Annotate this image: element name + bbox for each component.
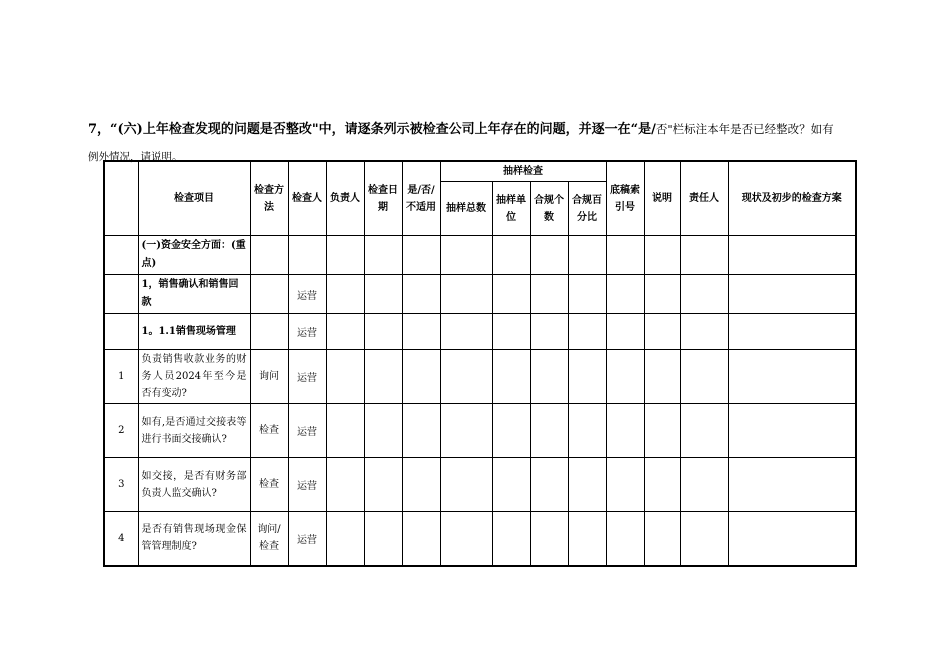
header-note: 说明: [644, 161, 680, 236]
empty-cell: [364, 404, 402, 458]
header-plan: 现状及初步的检查方案: [728, 161, 856, 236]
empty-cell: [728, 275, 856, 314]
empty-cell: [644, 275, 680, 314]
empty-cell: [644, 512, 680, 566]
empty-cell: [440, 314, 492, 350]
row-item: 如交接，是否有财务部负责人监交确认?: [138, 458, 250, 512]
header-compliant-pct: 合规百分比: [568, 182, 606, 236]
row-item: 负责销售收款业务的财务人员2024年至今是否有变动?: [138, 350, 250, 404]
empty-cell: [364, 236, 402, 275]
empty-cell: [402, 458, 440, 512]
empty-cell: [492, 350, 530, 404]
table-row: [104, 458, 856, 512]
row-number: 1: [104, 350, 138, 404]
empty-cell: [606, 350, 644, 404]
row-item: 1，销售确认和销售回款: [138, 275, 250, 314]
empty-cell: [326, 404, 364, 458]
empty-cell: [364, 350, 402, 404]
empty-cell: [644, 458, 680, 512]
row-method: [250, 314, 288, 350]
empty-cell: [492, 404, 530, 458]
empty-cell: [402, 236, 440, 275]
table-row: [104, 314, 856, 350]
empty-cell: [326, 236, 364, 275]
empty-cell: [530, 350, 568, 404]
empty-cell: [680, 314, 728, 350]
empty-cell: [530, 314, 568, 350]
empty-cell: [402, 350, 440, 404]
header-yesno: 是/否/不适用: [402, 161, 440, 236]
empty-cell: [364, 458, 402, 512]
header-sampling: 抽样检查: [440, 161, 606, 182]
empty-cell: [644, 350, 680, 404]
table-row: [104, 236, 856, 275]
empty-cell: [530, 404, 568, 458]
row-method: 检查: [250, 404, 288, 458]
empty-cell: [606, 458, 644, 512]
empty-cell: [644, 314, 680, 350]
row-item: 如有,是否通过交接表等进行书面交接确认?: [138, 404, 250, 458]
instruction-rest: 否"栏标注本年是否已经整改？如有: [655, 122, 834, 136]
empty-cell: [568, 404, 606, 458]
table-body: [104, 236, 856, 566]
empty-cell: [326, 350, 364, 404]
header-method: 检查方法: [250, 161, 288, 236]
header-inspector: 检查人: [288, 161, 326, 236]
empty-cell: [568, 512, 606, 566]
empty-cell: [440, 458, 492, 512]
row-item: 是否有销售现场现金保管管理制度?: [138, 512, 250, 566]
empty-cell: [492, 236, 530, 275]
inspection-table: [103, 160, 857, 567]
row-number: [104, 314, 138, 350]
header-item: 检查项目: [138, 161, 250, 236]
empty-cell: [680, 512, 728, 566]
instruction-lead: 7，“(六)上年检查发现的问题是否整改"中，请逐条列示被检查公司上年存在的问题，并逐一在“是/: [88, 122, 656, 137]
header-owner: 负责人: [326, 161, 364, 236]
instruction-line2: 例外情况，请说明。: [88, 151, 183, 163]
row-method: [250, 236, 288, 275]
empty-cell: [326, 275, 364, 314]
empty-cell: [492, 512, 530, 566]
empty-cell: [728, 404, 856, 458]
table-row: [104, 350, 856, 404]
empty-cell: [492, 314, 530, 350]
row-number: 2: [104, 404, 138, 458]
empty-cell: [568, 350, 606, 404]
empty-cell: [440, 275, 492, 314]
row-inspector: 运营: [288, 404, 326, 458]
empty-cell: [402, 512, 440, 566]
empty-cell: [680, 350, 728, 404]
empty-cell: [364, 512, 402, 566]
empty-cell: [492, 275, 530, 314]
empty-cell: [680, 404, 728, 458]
empty-cell: [440, 236, 492, 275]
row-inspector: [288, 236, 326, 275]
row-item: 1。1.1销售现场管理: [138, 314, 250, 350]
empty-cell: [402, 404, 440, 458]
empty-cell: [606, 275, 644, 314]
empty-cell: [364, 275, 402, 314]
empty-cell: [530, 275, 568, 314]
empty-cell: [728, 314, 856, 350]
row-item: (一)资金安全方面：(重点): [138, 236, 250, 275]
empty-cell: [530, 236, 568, 275]
header-sample-total: 抽样总数: [440, 182, 492, 236]
empty-cell: [440, 512, 492, 566]
row-inspector: 运营: [288, 350, 326, 404]
empty-cell: [568, 236, 606, 275]
empty-cell: [402, 275, 440, 314]
empty-cell: [530, 512, 568, 566]
empty-cell: [728, 512, 856, 566]
empty-cell: [326, 314, 364, 350]
header-date: 检查日期: [364, 161, 402, 236]
empty-cell: [440, 404, 492, 458]
row-method: 检查: [250, 458, 288, 512]
empty-cell: [530, 458, 568, 512]
empty-cell: [326, 512, 364, 566]
row-number: 3: [104, 458, 138, 512]
row-number: [104, 275, 138, 314]
row-inspector: 运营: [288, 512, 326, 566]
empty-cell: [728, 236, 856, 275]
row-inspector: 运营: [288, 275, 326, 314]
row-number: 4: [104, 512, 138, 566]
empty-cell: [680, 275, 728, 314]
empty-cell: [326, 458, 364, 512]
empty-cell: [680, 458, 728, 512]
empty-cell: [728, 350, 856, 404]
empty-cell: [568, 314, 606, 350]
row-number: [104, 236, 138, 275]
header-compliant-count: 合规个数: [530, 182, 568, 236]
row-method: [250, 275, 288, 314]
header-num: [104, 161, 138, 236]
row-inspector: 运营: [288, 314, 326, 350]
header-responsible: 责任人: [680, 161, 728, 236]
empty-cell: [728, 458, 856, 512]
empty-cell: [644, 404, 680, 458]
table-row: [104, 512, 856, 566]
empty-cell: [606, 236, 644, 275]
empty-cell: [606, 404, 644, 458]
header-sample-unit: 抽样单位: [492, 182, 530, 236]
row-inspector: 运营: [288, 458, 326, 512]
table-row: [104, 404, 856, 458]
empty-cell: [440, 350, 492, 404]
empty-cell: [568, 275, 606, 314]
empty-cell: [680, 236, 728, 275]
table-row: [104, 275, 856, 314]
empty-cell: [402, 314, 440, 350]
empty-cell: [364, 314, 402, 350]
empty-cell: [492, 458, 530, 512]
row-method: 询问: [250, 350, 288, 404]
header-ref: 底稿索引号: [606, 161, 644, 236]
empty-cell: [606, 512, 644, 566]
row-method: 询问/检查: [250, 512, 288, 566]
empty-cell: [606, 314, 644, 350]
empty-cell: [568, 458, 606, 512]
empty-cell: [644, 236, 680, 275]
